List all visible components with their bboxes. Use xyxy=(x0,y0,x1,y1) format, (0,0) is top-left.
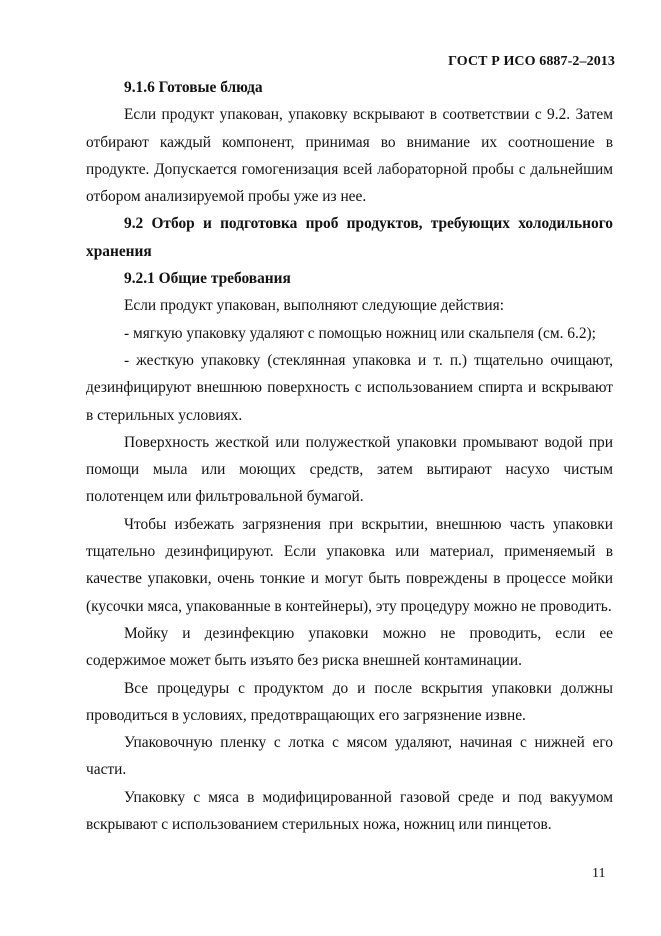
paragraph: Если продукт упакован, выполняют следующие действия: xyxy=(124,297,504,315)
section-heading-9-2-1: 9.2.1 Общие требования xyxy=(124,270,291,288)
standard-header: ГОСТ Р ИСО 6887-2–2013 xyxy=(448,54,615,69)
list-item: - мягкую упаковку удаляют с помощью ножниц или скальпеля (см. 6.2); xyxy=(124,324,596,342)
paragraph: Упаковку с мяса в модифицированной газовой среде и под вакуумом вскрывают с использованием стерильных ножа, ножниц или пинцетов. xyxy=(86,788,613,834)
paragraph: Упаковочную пленку с лотка с мясом удаляют, начиная с нижней его части. xyxy=(86,734,613,779)
paragraph: Если продукт упакован, упаковку вскрывают в соответствии с 9.2. Затем отбирают каждый компонент, принимая во внимание их соотношение в продукте. Допускается гомогенизация всей лабораторной пробы с дальнейшим отбором анализируемой пробы уже из нее. xyxy=(86,106,613,206)
page-body xyxy=(86,74,613,838)
paragraph: Все процедуры с продуктом до и после вскрытия упаковки должны проводиться в условиях, предотвращающих его загрязнение извне. xyxy=(86,679,613,724)
paragraph: Мойку и дезинфекцию упаковки можно не проводить, если ее содержимое может быть изъято без риска внешней контаминации. xyxy=(86,624,613,670)
section-heading-9-1-6: 9.1.6 Готовые блюда xyxy=(124,79,263,96)
paragraph: Чтобы избежать загрязнения при вскрытии, внешнюю часть упаковки тщательно дезинфицируют. Если упаковка или материал, применяемый в качестве упаковки, очень тонкие и могут быть повреждены в процессе мойки (кусочки мяса, упакованные в контейнеры), эту процедуру можно не проводить. xyxy=(86,515,613,615)
paragraph: Поверхность жесткой или полужесткой упаковки промывают водой при помощи мыла или моющих средств, затем вытирают насухо чистым полотенцем или фильтровальной бумагой. xyxy=(86,433,613,506)
section-heading-9-2: 9.2 Отбор и подготовка проб продуктов, требующих холодильного хранения xyxy=(86,215,613,260)
list-item: - жесткую упаковку (стеклянная упаковка и т. п.) тщательно очищают, дезинфицируют внешнюю поверхность с использованием спирта и вскрывают в стерильных условиях. xyxy=(86,351,613,424)
page-number: 11 xyxy=(592,866,606,881)
